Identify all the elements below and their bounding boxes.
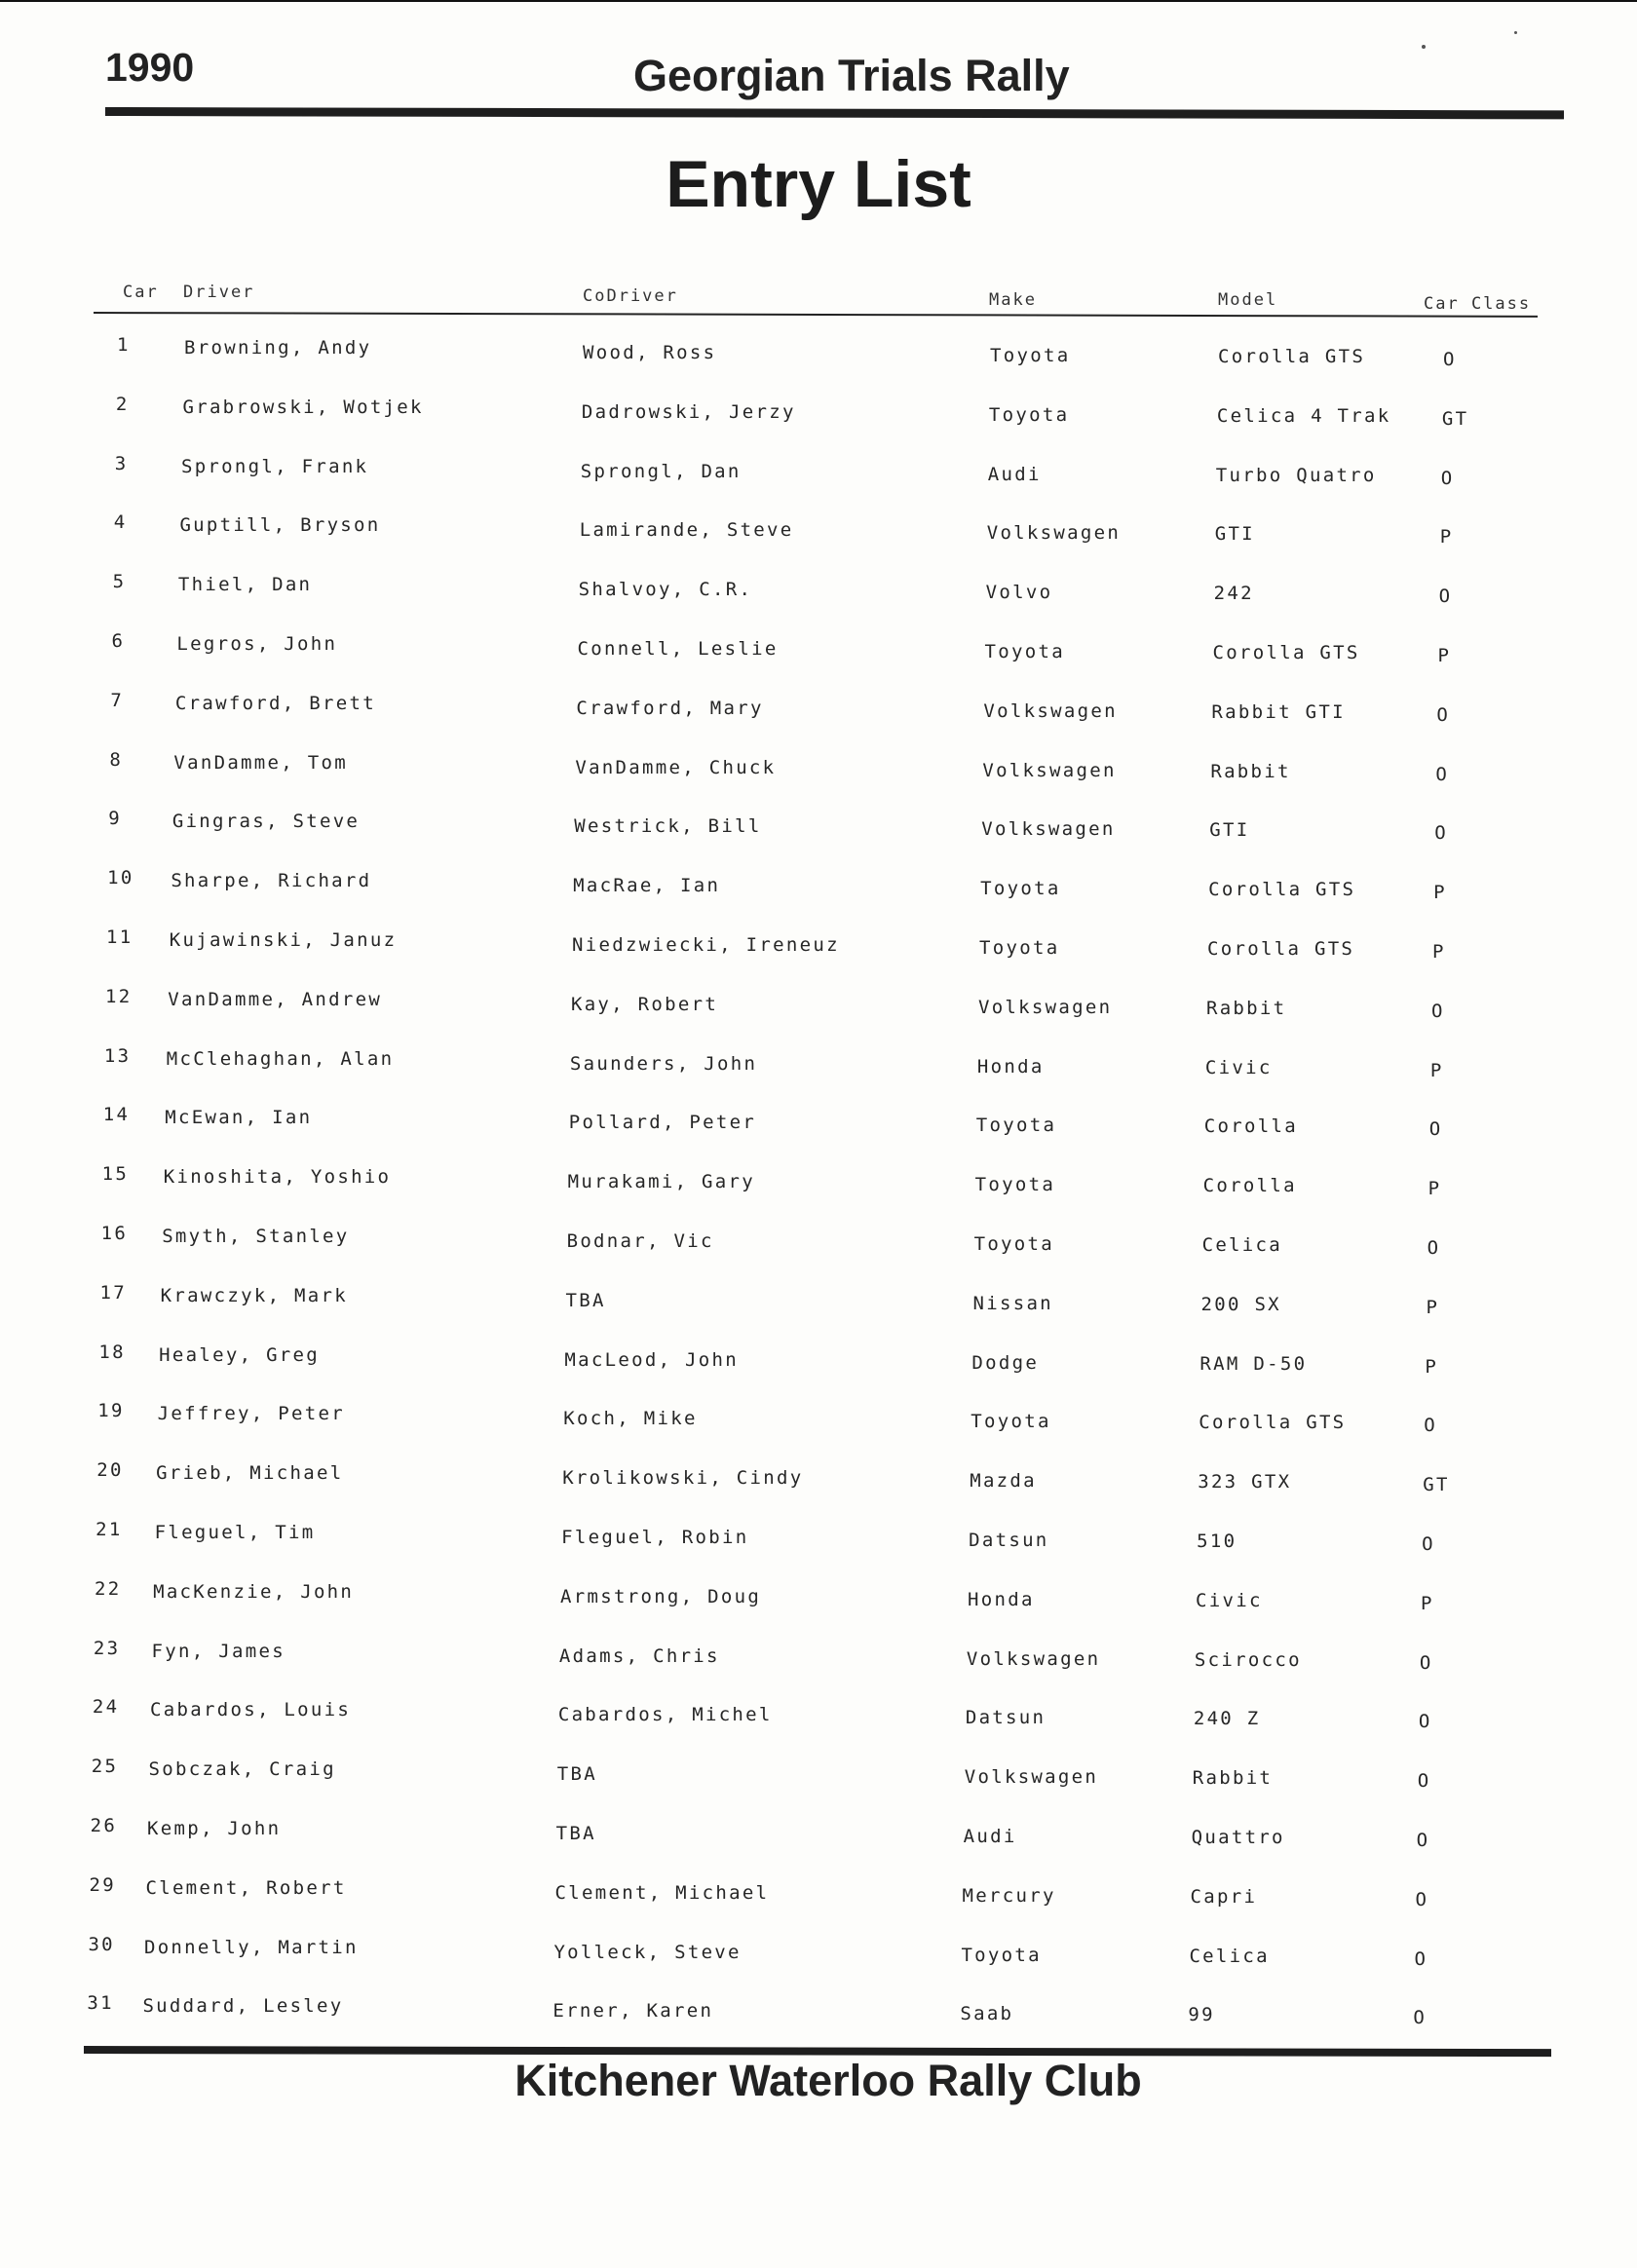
car-make: Saab: [960, 2003, 1014, 2025]
driver-name: McClehaghan, Alan: [166, 1047, 395, 1070]
car-model: Celica: [1189, 1945, 1270, 1967]
car-class: P: [1425, 1355, 1439, 1378]
driver-name: Gingras, Steve: [171, 811, 361, 833]
car-number: 14: [102, 1104, 131, 1126]
codriver-name: Dadrowski, Jerzy: [581, 400, 796, 423]
car-number: 31: [87, 1992, 114, 2015]
car-model: 242: [1213, 583, 1254, 605]
codriver-name: Lamirande, Steve: [579, 519, 794, 542]
driver-name: Jeffrey, Peter: [157, 1403, 345, 1425]
driver-name: Kinoshita, Yoshio: [163, 1166, 392, 1189]
car-number: 13: [103, 1044, 132, 1067]
car-model: Corolla GTS: [1218, 346, 1366, 367]
car-model: Scirocco: [1194, 1648, 1302, 1671]
car-make: Toyota: [974, 1174, 1056, 1196]
car-number: 8: [109, 748, 124, 771]
car-number: 6: [111, 630, 126, 652]
driver-name: McEwan, Ian: [165, 1107, 313, 1129]
car-number: 25: [91, 1756, 119, 1778]
codriver-name: Wood, Ross: [583, 342, 717, 363]
car-number: 9: [108, 808, 122, 830]
car-make: Volkswagen: [977, 996, 1113, 1018]
column-header-codriver: CoDriver: [583, 286, 678, 306]
codriver-name: TBA: [565, 1289, 606, 1311]
car-number: 7: [110, 689, 125, 711]
car-model: Corolla: [1202, 1175, 1297, 1197]
driver-name: Fyn, James: [151, 1640, 286, 1662]
car-make: Toyota: [980, 878, 1061, 900]
car-model: Civic: [1196, 1589, 1263, 1611]
car-make: Toyota: [988, 403, 1070, 426]
column-header-divider: [94, 312, 1538, 318]
car-class: P: [1437, 645, 1452, 666]
driver-name: Donnelly, Martin: [143, 1936, 359, 1958]
codriver-name: Yolleck, Steve: [553, 1941, 742, 1963]
car-model: Corolla: [1203, 1115, 1298, 1138]
car-class: O: [1443, 349, 1457, 370]
column-header-make: Make: [989, 290, 1037, 310]
codriver-name: Crawford, Mary: [576, 697, 764, 719]
codriver-name: Clement, Michael: [554, 1881, 770, 1904]
car-make: Dodge: [971, 1351, 1040, 1374]
car-model: Rabbit: [1205, 997, 1287, 1019]
car-make: Volkswagen: [982, 759, 1117, 781]
scan-speck: [1422, 45, 1426, 49]
driver-name: Kemp, John: [147, 1818, 282, 1839]
car-class: O: [1413, 2007, 1428, 2029]
codriver-name: Niedzwiecki, Ireneuz: [572, 934, 840, 956]
codriver-name: Koch, Mike: [563, 1408, 698, 1430]
car-class: P: [1432, 941, 1446, 963]
car-class: P: [1426, 1296, 1440, 1318]
codriver-name: Kay, Robert: [570, 993, 719, 1015]
car-model: Quattro: [1191, 1827, 1285, 1848]
car-number: 12: [104, 985, 133, 1007]
car-number: 15: [101, 1163, 130, 1186]
car-class: P: [1433, 882, 1447, 904]
car-make: Audi: [963, 1826, 1017, 1847]
car-model: RAM D-50: [1199, 1352, 1308, 1375]
car-model: Celica 4 Trak: [1216, 404, 1391, 427]
driver-name: Fleguel, Tim: [154, 1522, 316, 1543]
car-model: Rabbit: [1210, 760, 1291, 782]
driver-name: Sobczak, Craig: [148, 1758, 336, 1781]
car-model: Corolla GTS: [1207, 938, 1355, 960]
car-make: Volkswagen: [986, 522, 1122, 545]
car-model: 99: [1188, 2004, 1215, 2026]
club-name: Kitchener Waterloo Rally Club: [514, 2056, 1142, 2105]
codriver-name: Connell, Leslie: [577, 638, 779, 660]
driver-name: Suddard, Lesley: [142, 1995, 344, 2018]
driver-name: VanDamme, Tom: [173, 751, 348, 774]
car-class: P: [1421, 1592, 1434, 1614]
codriver-name: TBA: [555, 1823, 596, 1844]
driver-name: Grabrowski, Wotjek: [182, 396, 424, 418]
car-number: 24: [92, 1696, 120, 1719]
codriver-name: Sprongl, Dan: [580, 460, 742, 482]
car-class: GT: [1423, 1474, 1450, 1496]
car-make: Toyota: [979, 937, 1060, 959]
car-class: O: [1436, 703, 1451, 726]
car-class: O: [1416, 1830, 1430, 1851]
car-number: 29: [89, 1873, 117, 1896]
car-make: Mazda: [970, 1470, 1037, 1493]
codriver-name: Pollard, Peter: [568, 1112, 757, 1134]
driver-name: Smyth, Stanley: [162, 1226, 350, 1247]
car-make: Toyota: [973, 1233, 1055, 1255]
car-number: 3: [114, 452, 129, 474]
car-number: 30: [88, 1933, 115, 1955]
car-model: Corolla GTS: [1208, 879, 1356, 901]
car-number: 10: [107, 867, 134, 889]
event-year: 1990: [105, 45, 195, 90]
car-model: Rabbit GTI: [1211, 700, 1346, 723]
codriver-name: Erner, Karen: [552, 2000, 714, 2022]
car-model: GTI: [1209, 819, 1250, 842]
car-class: O: [1428, 1118, 1443, 1141]
car-make: Volvo: [985, 582, 1053, 604]
car-make: Honda: [976, 1055, 1045, 1077]
codriver-name: MacRae, Ian: [573, 875, 721, 897]
driver-name: VanDamme, Andrew: [168, 988, 383, 1010]
car-make: Audi: [987, 463, 1042, 485]
car-model: Turbo Quatro: [1215, 464, 1377, 486]
codriver-name: Fleguel, Robin: [561, 1527, 749, 1548]
driver-name: Grieb, Michael: [156, 1462, 344, 1485]
car-make: Toyota: [971, 1411, 1051, 1433]
car-make: Toyota: [984, 641, 1065, 662]
car-number: 19: [97, 1400, 125, 1422]
car-class: O: [1414, 1947, 1428, 1970]
codriver-name: Shalvoy, C.R.: [578, 579, 753, 601]
car-class: O: [1435, 763, 1450, 785]
car-class: O: [1440, 467, 1455, 489]
car-class: P: [1429, 1059, 1444, 1081]
driver-name: Legros, John: [176, 633, 338, 655]
page-title: Entry List: [666, 147, 971, 221]
car-number: 4: [113, 511, 128, 534]
codriver-name: MacLeod, John: [564, 1348, 739, 1371]
car-make: Honda: [968, 1588, 1035, 1610]
codriver-name: TBA: [556, 1763, 597, 1786]
column-header-car-class: Car Class: [1424, 294, 1532, 314]
driver-name: Clement, Robert: [145, 1876, 347, 1899]
car-make: Datsun: [965, 1707, 1047, 1729]
car-model: 240 Z: [1193, 1708, 1261, 1730]
codriver-name: Westrick, Bill: [574, 815, 762, 838]
car-model: Celica: [1201, 1234, 1283, 1256]
driver-name: Sharpe, Richard: [171, 870, 372, 892]
car-make: Nissan: [972, 1292, 1053, 1314]
car-model: 510: [1197, 1531, 1237, 1552]
driver-name: Guptill, Bryson: [179, 514, 381, 537]
car-make: Toyota: [975, 1115, 1057, 1137]
car-model: 200 SX: [1200, 1293, 1281, 1315]
car-class: O: [1419, 1651, 1433, 1674]
car-make: Volkswagen: [983, 699, 1118, 722]
car-make: Toyota: [990, 345, 1071, 366]
car-make: Volkswagen: [964, 1766, 1099, 1789]
car-number: 5: [112, 571, 127, 593]
codriver-name: Murakami, Gary: [567, 1171, 756, 1193]
driver-name: Kujawinski, Januz: [169, 929, 398, 951]
car-class: O: [1418, 1711, 1432, 1733]
car-model: Civic: [1204, 1056, 1273, 1078]
car-make: Toyota: [961, 1944, 1042, 1966]
car-model: GTI: [1214, 523, 1255, 546]
codriver-name: Adams, Chris: [558, 1644, 720, 1667]
car-model: Corolla GTS: [1212, 642, 1360, 663]
driver-name: Sprongl, Frank: [180, 455, 369, 477]
column-header-car: Car: [123, 283, 159, 302]
car-class: O: [1427, 1237, 1441, 1259]
driver-name: MacKenzie, John: [153, 1580, 355, 1603]
car-number: 1: [117, 334, 131, 356]
car-model: Corolla GTS: [1199, 1412, 1347, 1434]
car-class: O: [1424, 1415, 1438, 1437]
codriver-name: Armstrong, Doug: [560, 1585, 762, 1607]
driver-name: Thiel, Dan: [177, 574, 313, 596]
driver-name: Krawczyk, Mark: [160, 1284, 349, 1306]
driver-name: Healey, Greg: [159, 1343, 321, 1366]
codriver-name: Saunders, John: [569, 1052, 758, 1075]
codriver-name: Bodnar, Vic: [566, 1230, 714, 1252]
event-title: Georgian Trials Rally: [633, 51, 1070, 100]
car-class: O: [1417, 1770, 1431, 1793]
car-make: Volkswagen: [981, 818, 1116, 841]
car-class: O: [1415, 1888, 1429, 1910]
car-class: O: [1434, 822, 1448, 845]
car-number: 26: [90, 1815, 118, 1836]
column-header-model: Model: [1218, 290, 1278, 310]
car-number: 22: [95, 1577, 122, 1600]
car-number: 23: [93, 1637, 121, 1659]
car-class: P: [1428, 1178, 1442, 1200]
scan-speck: [1514, 31, 1517, 34]
car-class: O: [1438, 586, 1453, 608]
driver-name: Crawford, Brett: [174, 692, 376, 714]
car-make: Datsun: [969, 1530, 1049, 1551]
car-number: 16: [100, 1223, 129, 1244]
car-number: 2: [115, 393, 130, 415]
driver-name: Cabardos, Louis: [150, 1699, 352, 1721]
car-number: 20: [96, 1459, 124, 1482]
car-number: 18: [98, 1341, 126, 1363]
car-number: 17: [99, 1281, 127, 1304]
car-make: Mercury: [962, 1884, 1056, 1907]
car-number: 21: [95, 1519, 123, 1540]
car-class: GT: [1441, 407, 1469, 430]
car-class: O: [1422, 1533, 1435, 1555]
driver-name: Browning, Andy: [184, 337, 372, 359]
codriver-name: Cabardos, Michel: [557, 1704, 773, 1726]
car-class: P: [1439, 526, 1454, 548]
car-class: O: [1430, 1000, 1445, 1022]
codriver-name: VanDamme, Chuck: [575, 756, 777, 778]
car-number: 11: [106, 926, 133, 948]
car-model: Rabbit: [1192, 1767, 1274, 1790]
car-make: Volkswagen: [966, 1647, 1101, 1670]
codriver-name: Krolikowski, Cindy: [562, 1467, 804, 1490]
column-header-driver: Driver: [183, 283, 255, 302]
car-model: Capri: [1190, 1885, 1258, 1908]
car-model: 323 GTX: [1198, 1471, 1292, 1493]
